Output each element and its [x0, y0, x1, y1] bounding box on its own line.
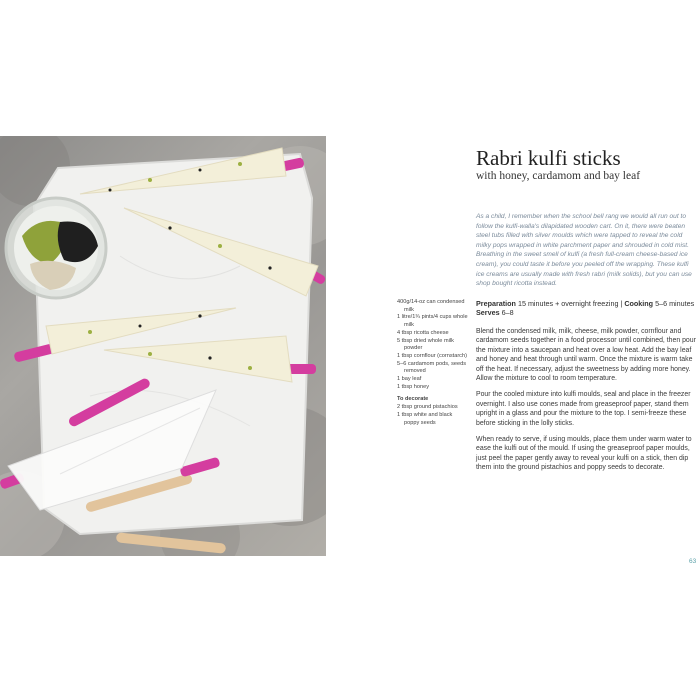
cook-label: Cooking [624, 299, 654, 308]
method-paragraph: Pour the cooled mixture into kulfi moulds, seal and place in the freezer overnight. I also use cones made from greaseproof paper, stand them upright in a glass and pour the mixture to the top. I semi-freeze these before sticking in the lolly sticks. [476, 391, 691, 427]
recipe-title: Rabri kulfi sticks [476, 146, 621, 170]
kulfi-photo-illustration [0, 136, 326, 556]
method-paragraph: When ready to serve, if using moulds, place them under warm water to ease the kulfi out of the mould. If using the greaseproof paper moulds, just peel the paper gently away to reveal your kulfi on a stick, then dip them into the ground pistachios and poppy seeds to decorate. [476, 436, 692, 472]
prep-info [476, 299, 698, 318]
recipe-subtitle: with honey, cardamom and bay leaf [476, 170, 641, 182]
method-paragraph: Blend the condensed milk, milk, cheese, milk powder, cornflour and cardamom seeds together in a food processor until combined, then pour the mixture into a saucepan and heat over a low heat. Add the bay leaf and honey and heat through until warm. Once the mixture is warm take off the heat. If necessary, adjust the sweetness by adding more honey. Allow the mixture to cool to room temperature. [476, 328, 696, 383]
ingredients-list [397, 299, 469, 427]
serves-line [476, 308, 698, 317]
glass-bowl [6, 198, 106, 298]
decorate-heading: To decorate [397, 396, 429, 403]
ingredient-item: 1 tbsp honey [397, 383, 430, 390]
cook-value: 5–6 minutes [655, 299, 695, 308]
method-steps [476, 327, 696, 480]
ingredient-item: 1 tbsp cornflour (cornstarch) [397, 352, 467, 359]
kulfi-photo [0, 136, 326, 556]
page-number: 63 [689, 558, 697, 565]
ingredient-item: 4 tbsp ricotta cheese [397, 329, 449, 336]
ingredient-item: 5–6 cardamom pods, seeds removed [397, 360, 467, 375]
ingredient-item: 5 tbsp dried whole milk powder [397, 337, 454, 352]
serves-value: 6–8 [501, 308, 514, 318]
ingredient-item: 1 bay leaf [397, 376, 422, 383]
decorate-item: 2 tbsp ground pistachios [397, 404, 458, 411]
ingredient-item: 1 litre/1¾ pints/4 cups whole milk [397, 314, 468, 329]
prep-line [476, 299, 698, 308]
prep-separator: | [620, 299, 623, 308]
prep-value: 15 minutes + overnight freezing [517, 299, 619, 308]
decorate-item: 1 tbsp white and black poppy seeds [397, 411, 453, 426]
recipe-intro: As a child, I remember when the school bell rang we would all run out to follow the kulfi-walla's dilapidated wooden cart. On it, there were beaten steel tubs filled with silver moulds which were tapped to reveal the cold milky pops wrapped in white parchment paper and shrouded in cold mist. Breathing in the sweet smell of kulfi (a fresh full-cream cheese-based ice cream), you could taste it before you peeled off the wrapping. These kulfi ice creams are usually made with fresh rabri (milk solids), but you can use shop bought ricotta instead. [476, 213, 692, 288]
serves-label: Serves [476, 308, 500, 318]
ingredient-item: 400g/14-oz can condensed milk [397, 299, 465, 313]
prep-label: Preparation [476, 299, 516, 308]
